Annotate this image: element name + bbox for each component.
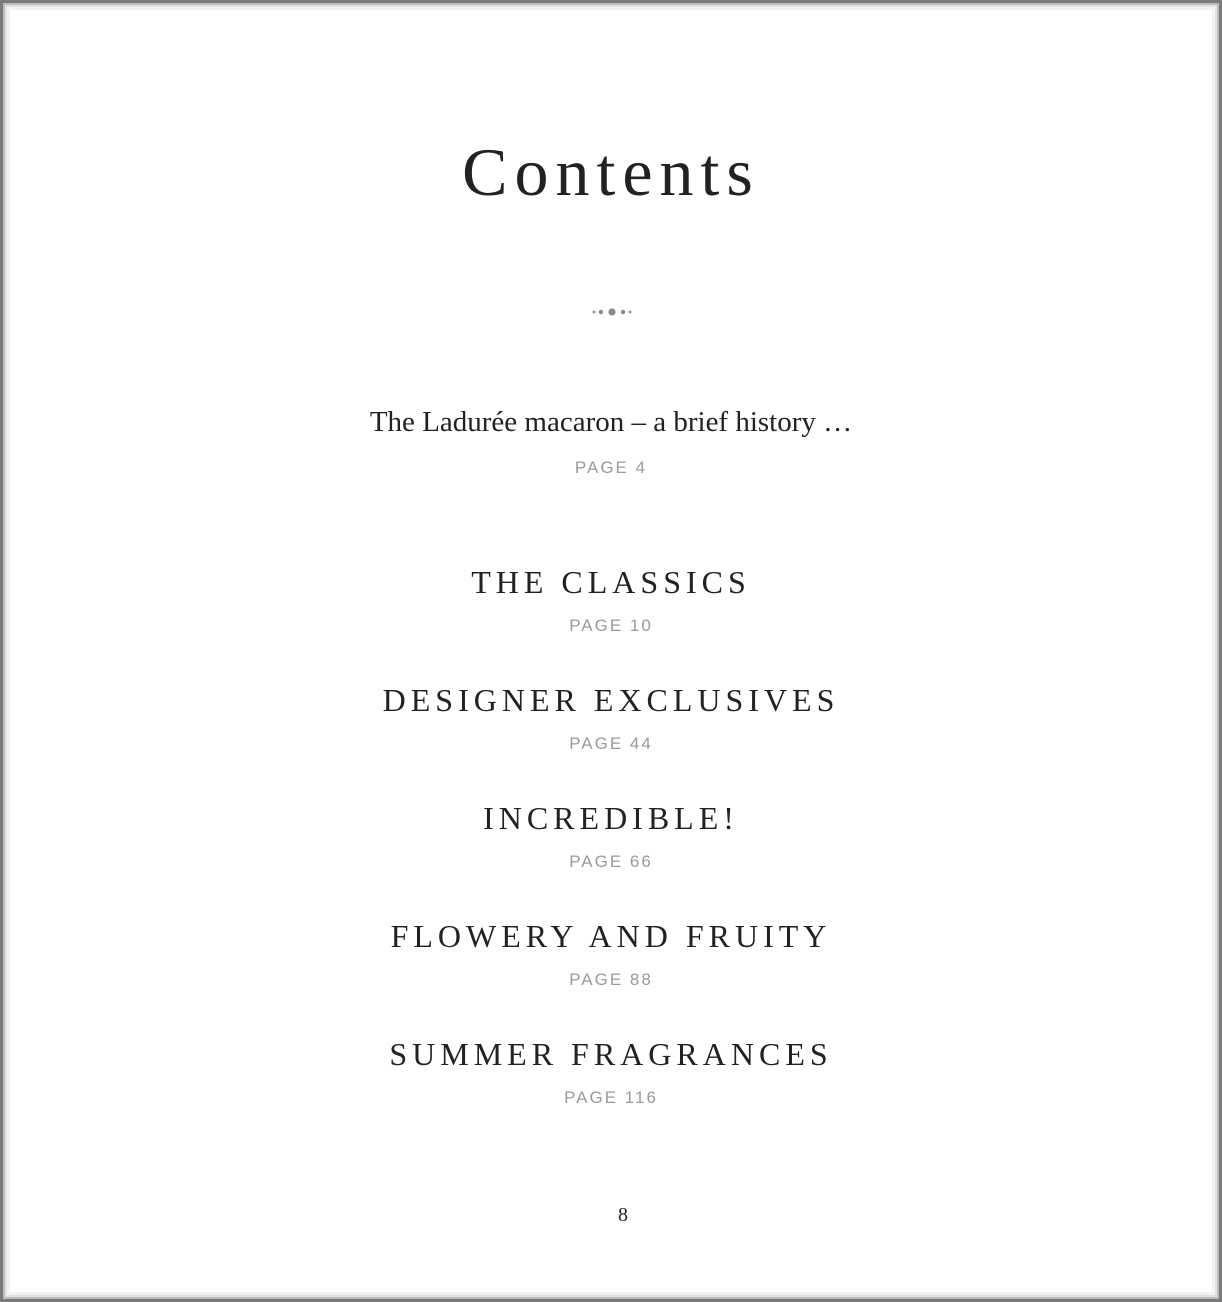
- page-title: Contents: [462, 134, 760, 210]
- section-title-incredible: INCREDIBLE!: [483, 800, 739, 836]
- section-page-ref-designer-exclusives: PAGE 44: [569, 734, 653, 753]
- section-title-classics: THE CLASSICS: [471, 564, 751, 600]
- section-title-summer-fragrances: SUMMER FRAGRANCES: [389, 1036, 833, 1072]
- section-page-ref-classics: PAGE 10: [569, 616, 653, 635]
- section-page-ref-summer-fragrances: PAGE 116: [564, 1088, 658, 1107]
- section-page-ref-flowery-and-fruity: PAGE 88: [569, 970, 653, 989]
- page-number: 8: [618, 1204, 628, 1226]
- section-title-designer-exclusives: DESIGNER EXCLUSIVES: [382, 682, 840, 718]
- section-page-ref-incredible: PAGE 66: [569, 852, 653, 871]
- divider-ornament-icon: [590, 303, 634, 321]
- section-title-flowery-and-fruity: FLOWERY AND FRUITY: [390, 918, 832, 954]
- intro-title: The Ladurée macaron – a brief history …: [369, 406, 853, 438]
- intro-page-ref: PAGE 4: [574, 458, 648, 477]
